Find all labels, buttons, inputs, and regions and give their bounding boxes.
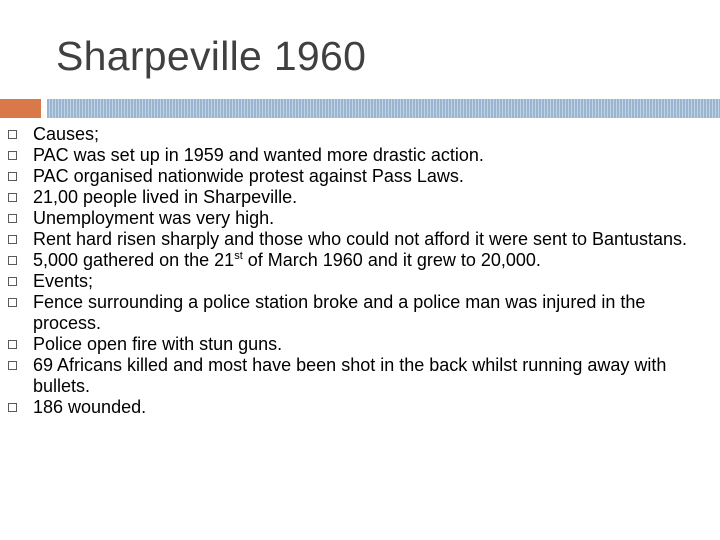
hollow-square-icon: [8, 298, 17, 307]
ordinal-suffix: st: [234, 250, 243, 262]
bullet-text: PAC was set up in 1959 and wanted more drastic action.: [33, 145, 484, 165]
bullet-text: 69 Africans killed and most have been shot in the back whilst running away with bullets.: [33, 355, 667, 396]
bullet-item: [0, 355, 720, 397]
bullet-text: Unemployment was very high.: [33, 208, 275, 228]
hollow-square-icon: [8, 214, 17, 223]
bullet-item: [0, 208, 720, 229]
hollow-square-icon: [8, 172, 17, 181]
hollow-square-icon: [8, 403, 17, 412]
hollow-square-icon: [8, 235, 17, 244]
bullet-item: [0, 271, 720, 292]
hollow-square-icon: [8, 151, 17, 160]
hollow-square-icon: [8, 361, 17, 370]
bullet-list: [0, 124, 720, 418]
bullet-item: [0, 229, 720, 250]
hollow-square-icon: [8, 277, 17, 286]
bullet-item: [0, 334, 720, 355]
bullet-item: [0, 166, 720, 187]
bullet-text: Causes;: [33, 124, 100, 144]
hollow-square-icon: [8, 256, 17, 265]
bullet-text: [33, 250, 714, 271]
hollow-square-icon: [8, 130, 17, 139]
accent-bar: [0, 99, 41, 118]
bullet-item: [0, 124, 720, 145]
header-rule: [47, 99, 720, 118]
bullet-text: 21,00 people lived in Sharpeville.: [33, 187, 298, 207]
hollow-square-icon: [8, 193, 17, 202]
bullet-text: Fence surrounding a police station broke and a police man was injured in the process.: [33, 292, 646, 333]
bullet-item: [0, 145, 720, 166]
bullet-text: 186 wounded.: [33, 397, 147, 417]
bullet-text: Rent hard risen sharply and those who could not afford it were sent to Bantustans.: [33, 229, 688, 249]
bullet-text-part: of March 1960 and it grew to 20,000.: [242, 250, 541, 270]
bullet-item: [0, 292, 720, 334]
hollow-square-icon: [8, 340, 17, 349]
bullet-item: [0, 250, 720, 271]
bullet-text: Events;: [33, 271, 94, 291]
slide-title: Sharpeville 1960: [56, 33, 367, 79]
bullet-text-part: 5,000 gathered on the 21: [33, 250, 235, 270]
bullet-text: PAC organised nationwide protest against Pass Laws.: [33, 166, 464, 186]
bullet-item: [0, 397, 720, 418]
bullet-item: [0, 187, 720, 208]
bullet-text: Police open fire with stun guns.: [33, 334, 283, 354]
